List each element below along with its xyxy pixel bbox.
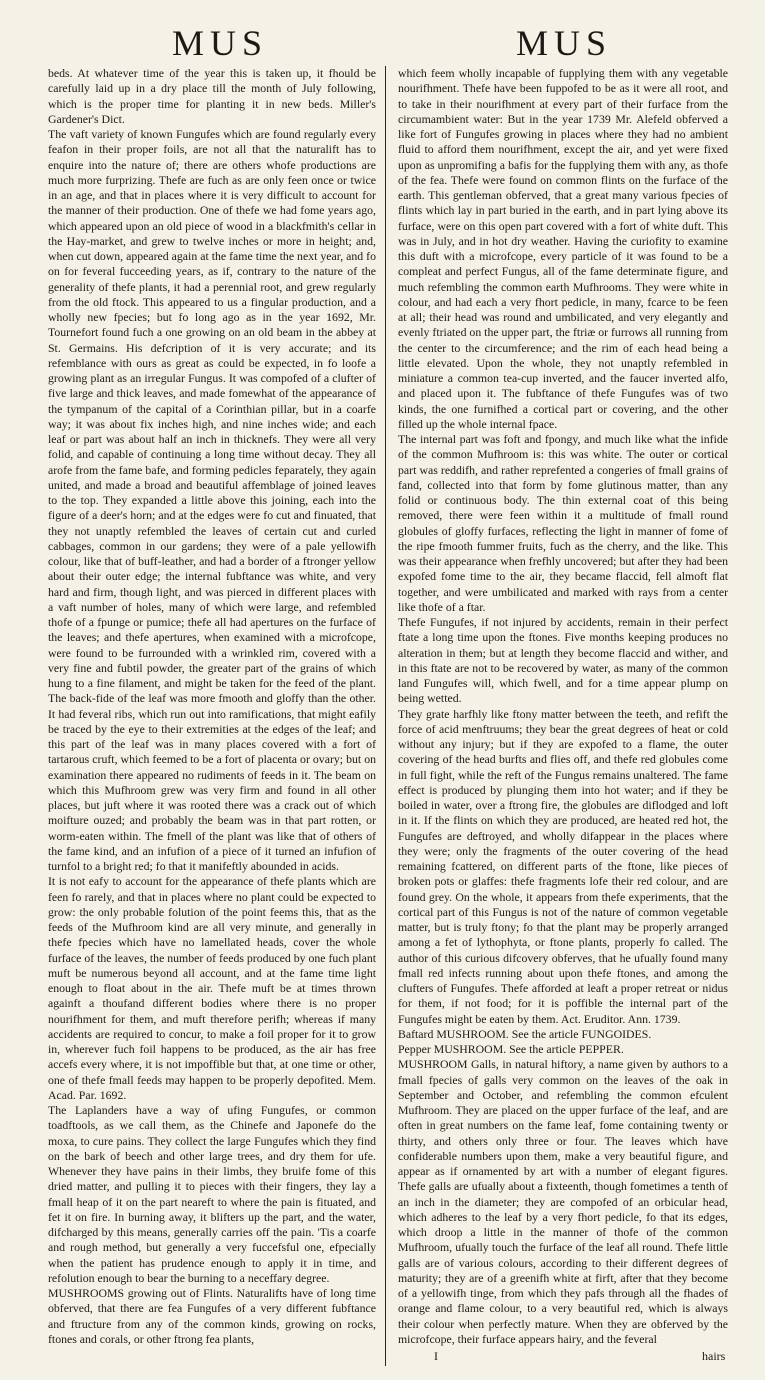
paragraph: The vaft variety of known Fungufes which are found regularly every feafon in their proper foils, are not all that the naturalift has to enquire into the nature of; there are others whofe productions are much more furprizing. Thefe are fuch as are only feen once or twice in an age, and that in places where it is very difficult to account for the manner of their production. One of thefe we had fome years ago, which appeared upon an old piece of wood in a blackfmith's cellar in the Hay-market, and grew to twelve inches or more in height; and, when cut down, appeared again at the fame time the next year, and fo on for feveral fucceeding years, as if, contrary to the nature of the generality of thefe plants, it had a perennial root, and grew regularly from the old ftock. This appeared to us a fingular production, and a wholly new fpecies; but fo long ago as in the year 1692, Mr. Tournefort found fuch a one growing on an old beam in the abbey at St. Germains. His defcription of it is very accurate; and its refemblance with ours as great as could be expected, in fo loofe a growing plant as an irregular Fungus. It was compofed of a clufter of five large and thick leaves, and made fomewhat of the appearance of the tympanum of the capital of a Corinthian pillar, but in a coarfe way; it was about fix inches high, and nine inches wide; and each leaf or part was about half an inch in thicknefs. They were all very folid, and capable of continuing a long time without decay. They all arofe from the fame bafe, and forming pedicles feparately, they again united, and made a broad and beautiful affemblage of joined leaves to the top. They expanded a little above this joining, each into the figure of a deer's horn; and at the edges were fo cut and finuated, that they not unaptly refembled the leaves of certain cut and curled cabbages, common in our gardens; they were of a pale yellowifh colour, like that of buff-leather, and had a border of a ftronger yellow about their outer edge; the internal fubftance was white, and very hard and firm, though light, and was pierced in different places with a vaft number of holes, many of which were large, and refembled thofe of a fpunge or pumice; thefe all had apertures on the furface of the leaves; and thefe apertures, when examined with a microfcope, were found to be furrounded with a wrinkled rim, covered with a very fine and fubtil powder, the greater part of the grains of which hung to a fine filament, and might be taken for the feed of the plant. The back-fide of the leaf was more fmooth and gloffy than the other. It had feveral ribs, which run out into ramifications, that might eafily be traced by the eye to their extremities at the edges of the leaf; and this part of the leaf was in many places covered with a fort of tartarous cruft, which feemed to be a fort of placenta or ovary; but on examination there appeared no rudiments of feeds in it. The beam on which this Mufhroom grew was very firm and found in all other places, but juft where it was rooted there was a crack out of which moifture ouzed; and probably the beam was in that part rotten, or worm-eaten within. The fmell of the plant was like that of others of the fame kind, and an infufion of a piece of it turned an infufion of turnfol to a bright red; fo that it manifeftly abounded in acids. — [48, 127, 376, 873]
paragraph: They grate harfhly like ftony matter between the teeth, and refift the force of acid menftruums; they bear the great degrees of heat or cold without any injury; but if they are expofed to a flame, the outer covering of the head burfts and flies off, and thefe red globules come in full fight, while the reft of the Fungus remains unaltered. The fame effect is produced by plunging them into hot water; and if they be boiled in water, over a ftrong fire, the globules are diflodged and loft in it. If the flints on which they are produced, are heated red hot, the Fungufes are deftroyed, and wholly difappear in the places where they were; only the fragments of the outer covering of the head remaining fcattered, on different parts of the ftone, like pieces of broken pots or glaffes: thefe fragments lofe their red colour, and are found grey. On the whole, it appears from thefe experiments, that the cortical part of this Fungus is not of the nature of common vegetable matter, but is truly ftony; fo that the plant may be properly arranged among a fet of lythophyta, or ftone plants, properly fo called. The author of this curious difcovery obferves, that he ufually found many fmall red infects running about upon thefe ftones, and among the clufters of Fungufes. Thefe afforded at leaft a proper retreat or nidus for them, if not food; for it is poffible the internal part of the Fungufes might be eaten by them. Act. Eruditor. Ann. 1739. — [398, 706, 728, 1026]
right-column — [398, 66, 728, 1347]
left-column — [48, 66, 376, 1347]
running-header — [0, 20, 765, 66]
paragraph: beds. At whatever time of the year this is taken up, it fhould be carefully laid up in a dry place till the month of July following, which is the proper time for planting it in new beds. Miller's Gardener's Dict. — [48, 66, 376, 126]
paragraph: The internal part was foft and fpongy, and much like what the infide of the common Mufhroom is: this was white. The outer or cortical part was reddifh, and rather reprefented a congeries of fmall grains of fand, collected into that form by fome glutinous matter, than any folid or continuous body. The thin external coat of this being removed, there were feen within it a multitude of fmall round globules of gloffy furfaces, reflecting the light in manner of fome of the ripe fmooth fummer fruits, fuch as the cherry, and the like. This was their appearance when frefhly uncovered; but after they had been expofed fome time to the air, they became flaccid, fell almoft flat together, and were umbilicated and marked with rays from a center like thofe of a ftar. — [398, 432, 728, 614]
paragraph: MUSHROOM Galls, in natural hiftory, a name given by authors to a fmall fpecies of galls very common on the leaves of the oak in September and October, and refembling the common efculent Mufhroom. They are placed on the upper furface of the leaf, and are often in great numbers on the fame leaf, fome containing twenty or thirty, and others only three or four. The leaves which have confiderable numbers upon them, make a very beautiful figure, and appear as if ornamented by art with a number of elegant figures. Thefe galls are ufually about a fixteenth, though fometimes a tenth of an inch in the diameter; they are compofed of an orbicular head, which adheres to the leaf by a very fhort pedicle, fo that its edges, which droop a little in the manner of thofe of the common Mufhroom, ufually touch the furface of the leaf all round. Thefe little galls are of various colours, according to their different degrees of maturity; they are of a greenifh white at firft, after that they become of a yellowifh tinge, from which they pafs through all the fhades of orange and flame colour, to a very beautiful red, which is always their colour when perfectly mature. When they are obferved by the microfcope, their furface appears hairy, and the feveral — [398, 1057, 728, 1346]
signature-mark: I — [434, 1349, 438, 1363]
paragraph: which feem wholly incapable of fupplying them with any vegetable nourifhment. Thefe have been fuppofed to be as it were all root, and to take in their nourifhment at every part of their furface from the circumambient water: But in the year 1739 Mr. Alefeld obferved a like fort of Fungufes growing in places where they had no ambient fluid to afford them nourifhment, except the air, and yet were fixed upon as unpromifing a bafis for the fupplying them with any, as thofe of the fea. Thefe were found on common flints on the furface of the earth. This gentleman obferved, that a great many various fpecies of flints which lay in part buried in the earth, and in part lying above its furface, were on this open part covered with a fort of white duft. This was in July, and in hot dry weather. Having the curiofity to examine this duft with a microfcope, every particle of it was found to be a compleat and perfect Fungus, all of the fame determinate figure, and much refembling the common earth Mufhrooms. They were white in colour, and had each a very fhort pedicle, in many, fcarce to be feen at all; their head was round and umbilicated, and very elegantly and evenly ftriated on the upper part, the ftriæ or furrows all running from the center to the circumference; and the rim of each head being a little elevated. Upon the whole, they not unaptly refembled in miniature a common tea-cup inverted, and the faucer inverted alfo, and placed upon it. The fubftance of thefe Fungufes was of two kinds, the one furnifhed a cortical part or covering, and the other filled up the whole internal fpace. — [398, 66, 728, 431]
column-divider — [385, 66, 386, 1366]
cross-reference: Baftard MUSHROOM. See the article FUNGOIDES. — [398, 1026, 652, 1041]
running-head-left: MUS — [172, 23, 269, 63]
paragraph: It is not eafy to account for the appearance of thefe plants which are feen fo rarely, and that in places where no plant could be expected to grow: the only probable folution of the point feems this, that as the feeds of the Mufhroom kind are all very minute, and generally in thefe fpecies which have no lamellated heads, cover the whole furface of the leaves, the number of feeds produced by one fuch plant muft be numerous beyond all account, and at the fame time light enough to float about in the air. Thefe muft be at times thrown againft a thoufand different bodies where there is no proper nourifhment for them, and muft therefore perifh; whereas if many accidents are required to concur, to make a foil proper for it to grow in, wherever fuch foil happens to be produced, as the air has free accefs every where, it is not impoffible but that, at one time or other, one of thefe fmall feeds may happen to be properly depofited. Mem. Acad. Par. 1692. — [48, 874, 376, 1102]
catchword: hairs — [702, 1349, 726, 1363]
paragraph: The Laplanders have a way of ufing Fungufes, or common toadftools, as we call them, as the Chinefe and Japonefe do the moxa, to cure pains. They collect the large Fungufes which they find on the bark of beech and other large trees, and dry them for ufe. Whenever they have pains in their limbs, they bruife fome of this dried matter, and pulling it to pieces with their fingers, they lay a fmall heap of it on the part neareft to where the pain is fituated, and fet it on fire. In burning away, it blifters up the part, and the water, difcharged by this means, generally carries off the pain. 'Tis a coarfe and rough method, but generally a very fuccefsful one, efpecially when the patient has prudence enough to apply it in time, and refolution enough to bear the burning to a neceffary degree. — [48, 1103, 376, 1285]
cross-reference: Pepper MUSHROOM. See the article PEPPER. — [398, 1042, 624, 1056]
paragraph: Thefe Fungufes, if not injured by accidents, remain in their perfect ftate a long time upon the ftones. Five months keeping produces no alteration in them; but at length they become flaccid and wither, and in this ftate are not to be recovered by water, as many of the common land Fungufes will, which fwell, and for a time appear plump on being wetted. — [398, 615, 728, 706]
running-head-right: MUS — [516, 23, 613, 63]
paragraph: MUSHROOMS growing out of Flints. Naturalifts have of long time obferved, that there are fea Fungufes of a very different fubftance and ftructure from any of the common kinds, growing on rocks, ftones and corals, or other ftrong fea plants, — [48, 1286, 376, 1346]
